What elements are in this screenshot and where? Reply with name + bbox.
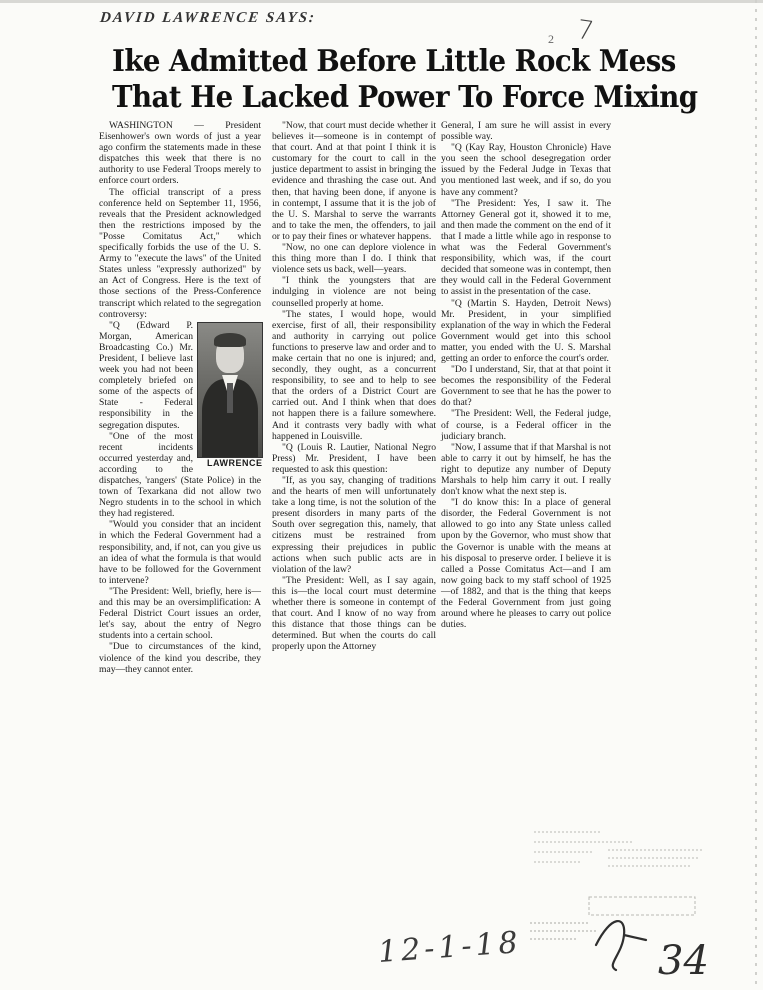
article-paragraph: General, I am sure he will assist in every possible way. bbox=[441, 120, 611, 143]
handwritten-date: 12-1-18 bbox=[376, 925, 523, 970]
author-photo-block bbox=[197, 322, 261, 469]
article-paragraph: "I do know this: In a place of general disorder, the Federal Government is not allowed to go into any State unless called upon by the Governor, who must show that the Governor is unable with the means at his disposal to preserve order. I believe it is called a Posse Comitatus Act—and I am now going back to my staff school of 1925—of 1882, and that is the thing that keeps the Federal Government from just going around where he pleases to carry out police duties. bbox=[441, 497, 611, 631]
article-paragraph: "Now, no one can deplore violence in this thing more than I do. I think that violence sets us back, well—years. bbox=[272, 242, 436, 276]
archive-stamp bbox=[532, 828, 732, 888]
article-paragraph: "Do I understand, Sir, that at that point it becomes the responsibility of the Federal Government to see that he has the power to do that? bbox=[441, 364, 611, 409]
article-paragraph: "Q (Martin S. Hayden, Detroit News) Mr. President, in your simplified explanation of the way in which the Federal Government would get into this school matter, you ended with the U. S. Marshal getting an order to enforce the court's order. bbox=[441, 297, 611, 364]
article-paragraph: "One of the most recent incidents occurred yesterday and, according to the dispatches, 'rangers' (State Police) in the town of Texarkana did not allow two Negro students in to the school in which they had registered. bbox=[99, 430, 261, 520]
perforation-edge bbox=[755, 0, 757, 990]
article-paragraph: "The President: Well, the Federal judge, of course, is a Federal officer in the judiciary branch. bbox=[441, 408, 611, 442]
article-column-1 bbox=[99, 120, 261, 675]
article-paragraph: "Q (Edward P. Morgan, American Broadcasting Co.) Mr. President, I believe last week you had not been completely briefed on some of the aspects of State - Federal responsibility in the segregation disputes. bbox=[99, 319, 193, 431]
archive-stamp-marks bbox=[532, 828, 732, 888]
column-kicker: DAVID LAWRENCE SAYS: bbox=[99, 10, 317, 26]
article-paragraph: "Now, that court must decide whether it believes it—someone is in contempt of that court. And at that point I think it is customary for the court to call in the justice department to assist in bringing the evidence and thrashing the case out. And then, that having been done, if anyone is in contempt, I assume that it is the job of the U. S. Marshal to serve the warrants and to take the men, the offenders, to jail or to pay their fines or whatever happens. bbox=[272, 120, 436, 242]
article-paragraph: The official transcript of a press conference held on September 11, 1956, reveals that the President acknowledged then the restrictions imposed by the "Posse Comitatus Act," which specifically forbids the use of the U. S. Army to "execute the laws" of the United States unless "expressly authorized" by an Act of Congress. Here is the text of those sections of the Press-Conference transcript which related to the segregation controversy: bbox=[99, 186, 261, 320]
article-paragraph: "The states, I would hope, would exercise, first of all, their responsibility and authority in carrying out police functions to preserve law and order and to make certain that no one is injured; and, secondly, they ought, as a concurrent responsibility, to see and to help to see that the orders of a District Court are carried out. And I think when that does not happen there is a failure somewhere. And it contrasts very badly with what happened in Louisville. bbox=[272, 308, 436, 442]
article-paragraph: WASHINGTON — President Eisenhower's own words of just a year ago confirm the statements made in these dispatches this week that there is no authority to use Federal Troops merely to enforce court orders. bbox=[99, 120, 261, 187]
handwritten-number: 34 bbox=[658, 938, 709, 984]
article-paragraph: "Q (Louis R. Lautier, National Negro Press) Mr. President, I have been requested to ask this question: bbox=[272, 441, 436, 475]
page-number: 7 bbox=[574, 14, 596, 48]
article-paragraph: "The President: Well, as I say again, this is—the local court must determine whether there is someone in contempt of that court. And I know of no way from this distance that those things can be determined. But when the courts do call properly upon the Attorney bbox=[272, 574, 436, 653]
article-paragraph: "The President: Yes, I saw it. The Attorney General got it, showed it to me, and then made the comment on the end of it that I made a little while ago in response to what was the Federal Government's responsibility, which was, if the court decided that someone was in contempt, then they would call in the Federal Government to assist in the presentation of the case. bbox=[441, 197, 611, 298]
photo-caption: LAWRENCE bbox=[207, 457, 263, 468]
article-paragraph: "I think the youngsters that are indulging in violence are not being counselled properly at home. bbox=[272, 275, 436, 309]
article-paragraph: "The President: Well, briefly, here is—and this may be an oversimplification: A Federal District Court issues an order, let's say, about the entry of Negro students into a certain school. bbox=[99, 585, 261, 642]
corner-mark: 2 bbox=[548, 32, 554, 46]
article-column-2 bbox=[272, 120, 436, 653]
article-paragraph: "Would you consider that an incident in which the Federal Government had a responsibility, and, if not, can you give us an idea of what the formula is that would have to be followed for the Government to intervene? bbox=[99, 519, 261, 586]
article-paragraph: "Due to circumstances of the kind, violence of the kind you describe, they may—they cannot enter. bbox=[99, 641, 261, 675]
article-paragraph: "Now, I assume that if that Marshal is not able to carry it out by himself, he has the right to deputize any number of Deputy Marshals to help him carry it out. I really don't know what the next step is. bbox=[441, 441, 611, 498]
author-photo bbox=[197, 322, 263, 458]
scan-edge-line bbox=[0, 0, 763, 3]
article-paragraph: "If, as you say, changing of traditions and the hearts of men will unfortunately take a long time, is not the solution of the present disorders in many parts of the South over segregation this, namely, that citizens must be restrained from expressing their prejudices in public actions when such public acts are in violation of the law? bbox=[272, 475, 436, 575]
headline-line-2: That He Lacked Power To Force Mixing bbox=[112, 80, 698, 115]
headline-line-1: Ike Admitted Before Little Rock Mess bbox=[112, 44, 676, 79]
handwritten-signature bbox=[586, 905, 656, 975]
headline bbox=[112, 44, 698, 116]
article-paragraph: "Q (Kay Ray, Houston Chronicle) Have you seen the school desegregation order issued by the Federal Judge in Texas that you mentioned last week, and if so, do you have any comment? bbox=[441, 142, 611, 198]
article-column-3 bbox=[441, 120, 611, 630]
